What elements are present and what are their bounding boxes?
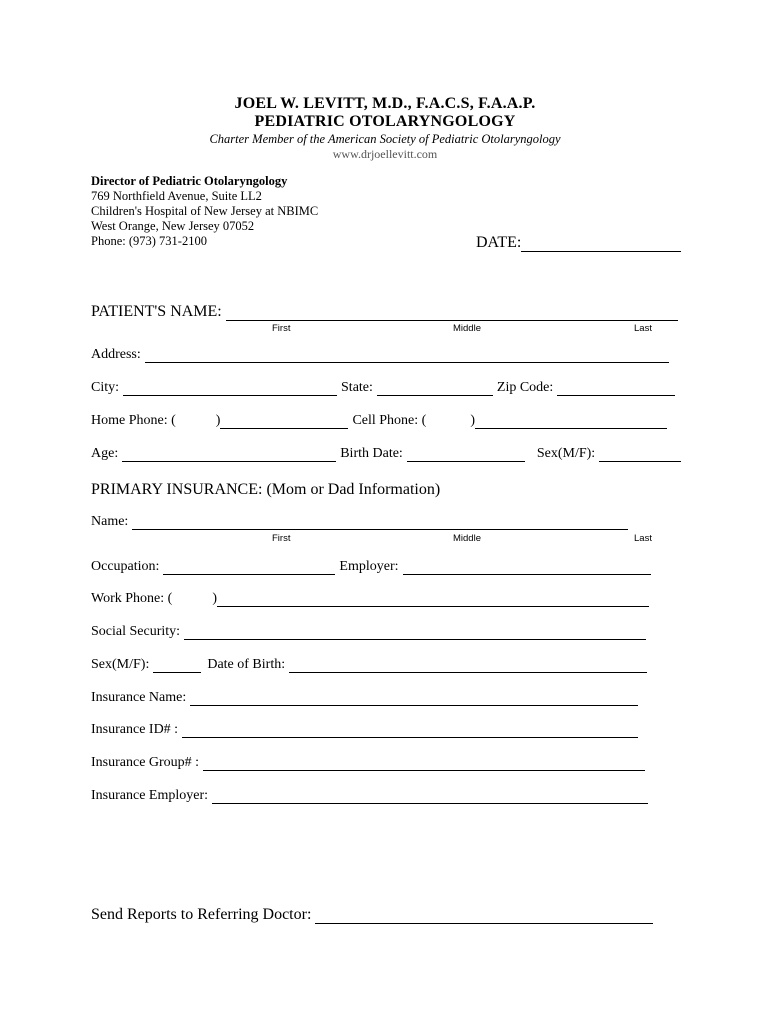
website-link[interactable]: www.drjoellevitt.com — [332, 147, 438, 161]
address-line-3: West Orange, New Jersey 07052 — [91, 219, 255, 233]
address-label: Address: — [91, 347, 141, 362]
insurance-heading: PRIMARY INSURANCE: (Mom or Dad Information) — [91, 481, 441, 498]
patient-sub-last: Last — [634, 323, 652, 334]
work-phone-label: Work Phone: ( — [91, 591, 173, 606]
insurance-id-row — [91, 722, 638, 738]
zip-field[interactable] — [557, 380, 675, 396]
date-row — [476, 234, 681, 252]
insurance-heading-row — [91, 481, 440, 499]
referring-doctor-row — [91, 906, 653, 924]
letterhead — [0, 95, 770, 161]
insured-sub-first: First — [272, 533, 291, 544]
zip-label: Zip Code: — [496, 380, 554, 395]
birth-date-label: Birth Date: — [340, 446, 403, 461]
cell-phone-field[interactable] — [475, 413, 667, 429]
cell-paren-close: ) — [470, 413, 475, 428]
state-field[interactable] — [377, 380, 493, 396]
address-line-1: 769 Northfield Avenue, Suite LL2 — [91, 189, 262, 203]
ssn-row — [91, 624, 646, 640]
specialty: PEDIATRIC OTOLARYNGOLOGY — [254, 113, 516, 130]
birth-date-field[interactable] — [407, 446, 525, 462]
insured-sex-field[interactable] — [153, 657, 201, 673]
insurance-employer-field[interactable] — [212, 788, 648, 804]
cell-phone-label: Cell Phone: ( — [352, 413, 427, 428]
practice-address — [91, 174, 318, 249]
patient-name-row — [91, 303, 678, 321]
patient-sub-first: First — [272, 323, 291, 334]
occupation-employer-row — [91, 559, 651, 575]
phones-row — [91, 413, 667, 429]
employer-field[interactable] — [403, 559, 651, 575]
patient-sub-middle: Middle — [453, 323, 481, 334]
home-paren-close: ) — [215, 413, 221, 428]
tagline: Charter Member of the American Society of Pediatric Otolaryngology — [209, 132, 561, 146]
address-field[interactable] — [145, 347, 669, 363]
insurance-group-row — [91, 755, 645, 771]
insured-name-label: Name: — [91, 514, 129, 529]
work-phone-row — [91, 591, 649, 607]
patient-name-label: PATIENT'S NAME: — [91, 303, 222, 320]
insurance-employer-label: Insurance Employer: — [91, 788, 209, 803]
insurance-name-row — [91, 690, 638, 706]
employer-label: Employer: — [339, 559, 399, 574]
state-label: State: — [341, 380, 373, 395]
insured-name-row — [91, 514, 628, 530]
director-title: Director of Pediatric Otolaryngology — [91, 174, 288, 188]
home-phone-field[interactable] — [220, 413, 348, 429]
referring-doctor-label: Send Reports to Referring Doctor: — [91, 906, 312, 923]
home-phone-label: Home Phone: ( — [91, 413, 176, 428]
insurance-name-label: Insurance Name: — [91, 690, 187, 705]
practice-phone: Phone: (973) 731-2100 — [91, 234, 207, 248]
referring-doctor-field[interactable] — [315, 908, 653, 924]
ssn-field[interactable] — [184, 624, 646, 640]
doctor-name: JOEL W. LEVITT, M.D., F.A.C.S, F.A.A.P. — [234, 95, 536, 112]
city-state-zip-row — [91, 380, 675, 396]
insured-name-field[interactable] — [132, 514, 628, 530]
insured-sub-last: Last — [634, 533, 652, 544]
work-paren-close: ) — [212, 591, 217, 606]
insured-sex-label: Sex(M/F): — [91, 657, 150, 672]
dob-label: Date of Birth: — [207, 657, 286, 672]
insured-sub-middle: Middle — [453, 533, 481, 544]
insurance-group-field[interactable] — [203, 755, 645, 771]
dob-field[interactable] — [289, 657, 647, 673]
insured-sex-dob-row — [91, 657, 647, 673]
ssn-label: Social Security: — [91, 624, 181, 639]
city-field[interactable] — [123, 380, 337, 396]
work-phone-field[interactable] — [217, 591, 649, 607]
insurance-employer-row — [91, 788, 648, 804]
patient-name-field[interactable] — [226, 305, 678, 321]
city-label: City: — [91, 380, 120, 395]
insurance-group-label: Insurance Group# : — [91, 755, 200, 770]
sex-label: Sex(M/F): — [536, 446, 596, 461]
age-birth-sex-row — [91, 446, 681, 462]
date-field[interactable] — [521, 236, 681, 252]
sex-field[interactable] — [599, 446, 681, 462]
age-label: Age: — [91, 446, 119, 461]
insurance-name-field[interactable] — [190, 690, 638, 706]
age-field[interactable] — [122, 446, 336, 462]
address-line-2: Children's Hospital of New Jersey at NBIMC — [91, 204, 319, 218]
insurance-id-field[interactable] — [182, 722, 638, 738]
address-row — [91, 347, 669, 363]
date-label: DATE: — [476, 234, 522, 251]
occupation-field[interactable] — [163, 559, 335, 575]
occupation-label: Occupation: — [91, 559, 160, 574]
insurance-id-label: Insurance ID# : — [91, 722, 179, 737]
